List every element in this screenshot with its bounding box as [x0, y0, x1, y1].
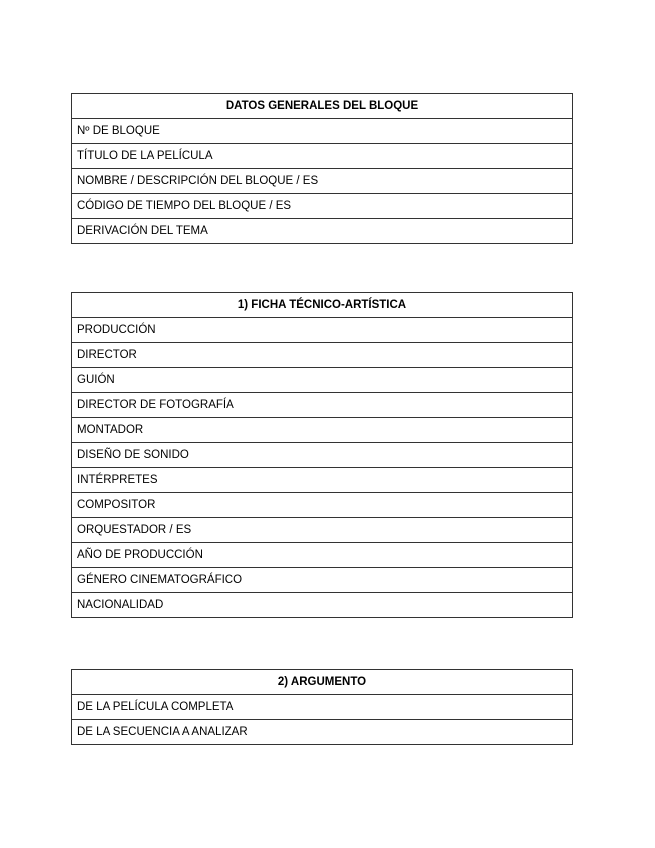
- row-label: PRODUCCIÓN: [72, 318, 573, 343]
- table-row: [72, 368, 573, 393]
- plot-summary-table: [71, 669, 573, 745]
- general-data-table: [71, 93, 573, 244]
- table-header-row: [72, 94, 573, 119]
- table-row: [72, 695, 573, 720]
- table-row: [72, 169, 573, 194]
- table-row: [72, 194, 573, 219]
- row-label: DIRECTOR DE FOTOGRAFÍA: [72, 393, 573, 418]
- row-label: DE LA SECUENCIA A ANALIZAR: [72, 720, 573, 745]
- row-label: DERIVACIÓN DEL TEMA: [72, 219, 573, 244]
- table-row: [72, 518, 573, 543]
- table-row: [72, 219, 573, 244]
- row-label: TÍTULO DE LA PELÍCULA: [72, 144, 573, 169]
- table-row: [72, 443, 573, 468]
- technical-artistic-sheet-title: 1) FICHA TÉCNICO-ARTÍSTICA: [72, 293, 573, 318]
- table-row: [72, 720, 573, 745]
- row-label: Nº DE BLOQUE: [72, 119, 573, 144]
- table-row: [72, 343, 573, 368]
- table-row: [72, 493, 573, 518]
- table-row: [72, 144, 573, 169]
- row-label: NACIONALIDAD: [72, 593, 573, 618]
- row-label: DISEÑO DE SONIDO: [72, 443, 573, 468]
- row-label: COMPOSITOR: [72, 493, 573, 518]
- table-row: [72, 393, 573, 418]
- row-label: MONTADOR: [72, 418, 573, 443]
- general-data-title: DATOS GENERALES DEL BLOQUE: [72, 94, 573, 119]
- table-row: [72, 593, 573, 618]
- row-label: INTÉRPRETES: [72, 468, 573, 493]
- row-label: NOMBRE / DESCRIPCIÓN DEL BLOQUE / ES: [72, 169, 573, 194]
- table-row: [72, 468, 573, 493]
- row-label: DE LA PELÍCULA COMPLETA: [72, 695, 573, 720]
- row-label: DIRECTOR: [72, 343, 573, 368]
- row-label: AÑO DE PRODUCCIÓN: [72, 543, 573, 568]
- table-row: [72, 318, 573, 343]
- table-header-row: [72, 293, 573, 318]
- table-row: [72, 418, 573, 443]
- table-row: [72, 119, 573, 144]
- row-label: GÉNERO CINEMATOGRÁFICO: [72, 568, 573, 593]
- row-label: ORQUESTADOR / ES: [72, 518, 573, 543]
- table-row: [72, 543, 573, 568]
- table-row: [72, 568, 573, 593]
- row-label: CÓDIGO DE TIEMPO DEL BLOQUE / ES: [72, 194, 573, 219]
- plot-summary-title: 2) ARGUMENTO: [72, 670, 573, 695]
- table-header-row: [72, 670, 573, 695]
- technical-artistic-sheet-table: [71, 292, 573, 618]
- row-label: GUIÓN: [72, 368, 573, 393]
